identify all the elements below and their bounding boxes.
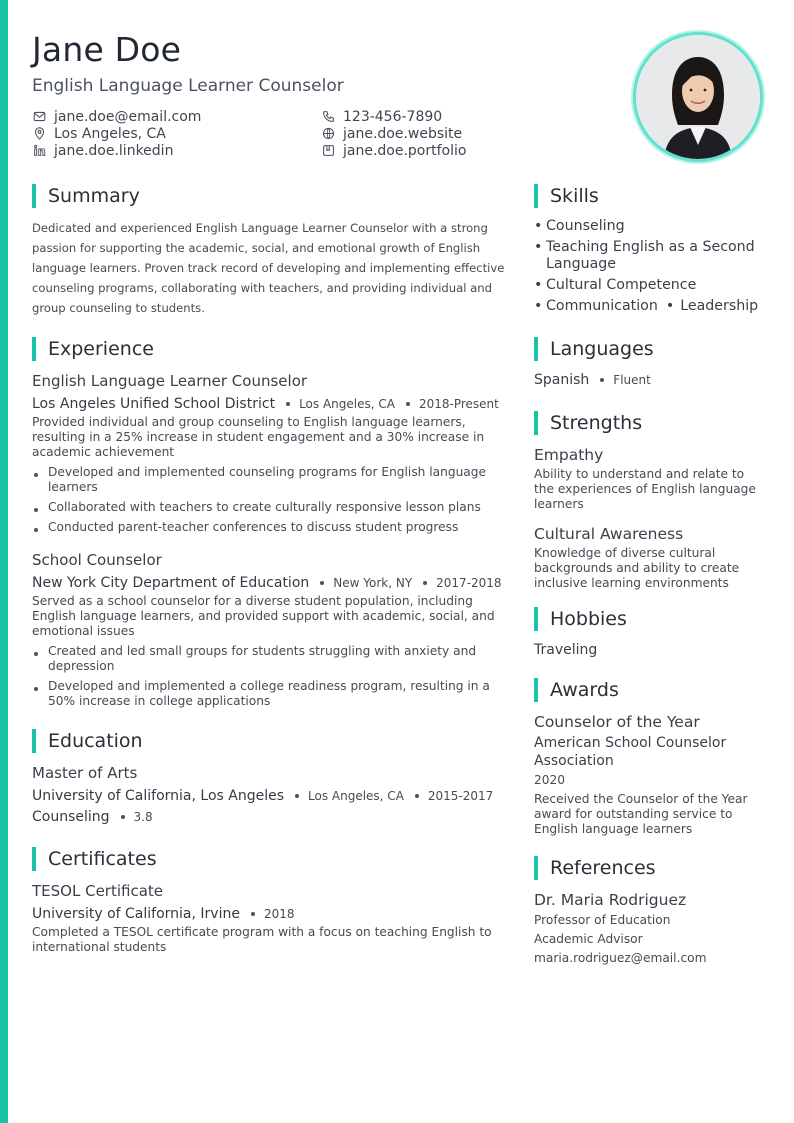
section-accent-bar: [534, 411, 538, 435]
strength-description: Ability to understand and relate to the experiences of English language learners: [534, 467, 756, 511]
separator-dot: [600, 378, 604, 382]
separator-dot: [415, 794, 419, 798]
linkedin-text: jane.doe.linkedin: [54, 142, 174, 159]
job-title: School Counselor: [32, 551, 162, 569]
field-of-study: Counseling: [32, 809, 110, 825]
website-text: jane.doe.website: [343, 125, 463, 142]
envelope-icon: [32, 110, 46, 124]
reference-name: Dr. Maria Rodriguez: [534, 891, 687, 909]
job-entry: [32, 371, 510, 535]
separator-dot: [320, 581, 324, 585]
side-column: [534, 184, 764, 966]
resume-header: [32, 30, 592, 96]
job-title: English Language Learner Counselor: [32, 372, 308, 390]
certificate-name: TESOL Certificate: [32, 882, 164, 900]
location-text: Los Angeles, CA: [54, 125, 166, 142]
section-accent-bar: [32, 337, 36, 361]
skills-heading: Skills: [550, 185, 599, 207]
gpa: 3.8: [133, 810, 153, 824]
languages-heading: Languages: [550, 338, 654, 360]
job-bullet: Conducted parent-teacher conferences to discuss student progress: [32, 520, 510, 535]
awards-heading: Awards: [550, 679, 619, 701]
job-bullet: Developed and implemented a college readiness program, resulting in a 50% increase in college applications: [32, 679, 510, 709]
portfolio-text: jane.doe.portfolio: [343, 142, 467, 159]
job-dates: 2017-2018: [436, 576, 502, 590]
education-section: [32, 729, 510, 827]
strengths-heading: Strengths: [550, 412, 643, 434]
award-description: Received the Counselor of the Year award for outstanding service to English language learners: [534, 792, 748, 836]
job-location: Los Angeles, CA: [299, 397, 395, 411]
profile-photo: [636, 35, 760, 159]
contact-portfolio[interactable]: [321, 142, 466, 159]
candidate-name: Jane Doe: [32, 30, 182, 69]
skill-item: • Teaching English as a Second Language: [534, 239, 755, 272]
summary-heading: Summary: [48, 185, 140, 207]
section-accent-bar: [32, 847, 36, 871]
hobbies-section: [534, 607, 764, 659]
degree: Master of Arts: [32, 764, 138, 782]
certificate-description: Completed a TESOL certificate program with a focus on teaching English to international students: [32, 925, 492, 954]
section-accent-bar: [32, 184, 36, 208]
experience-heading: Experience: [48, 338, 154, 360]
strengths-section: [534, 411, 764, 591]
email-text: jane.doe@email.com: [54, 108, 202, 125]
main-column: [32, 184, 510, 955]
reference-relation: Academic Advisor: [534, 932, 643, 946]
certificate-year: 2018: [263, 907, 295, 921]
hobbies-heading: Hobbies: [550, 608, 627, 630]
reference-role: Professor of Education: [534, 913, 671, 927]
education-heading: Education: [48, 730, 143, 752]
strength-title: Empathy: [534, 446, 604, 464]
section-accent-bar: [534, 678, 538, 702]
section-accent-bar: [534, 856, 538, 880]
experience-section: [32, 337, 510, 709]
linkedin-icon: [32, 144, 46, 158]
certificates-heading: Certificates: [48, 848, 157, 870]
job-org: Los Angeles Unified School District: [32, 396, 276, 412]
references-section: [534, 856, 764, 966]
job-description: Served as a school counselor for a diverse student population, including English language learners, and provided support with academic, social, and emotional issues: [32, 594, 495, 638]
skill-item: • Communication • Leadership: [534, 298, 759, 314]
certificate-issuer: University of California, Irvine: [32, 906, 240, 922]
skill-item: • Counseling: [534, 218, 625, 234]
certificates-section: [32, 847, 510, 955]
references-heading: References: [550, 857, 656, 879]
strength-description: Knowledge of diverse cultural backgrounds and ability to create inclusive learning environments: [534, 546, 740, 590]
education-dates: 2015-2017: [427, 789, 494, 803]
strength-title: Cultural Awareness: [534, 525, 684, 543]
section-accent-bar: [534, 184, 538, 208]
job-dates: 2018-Present: [418, 397, 499, 411]
award-org: American School Counselor Association: [534, 735, 727, 769]
profile-photo-ring: [633, 32, 763, 162]
award-year: 2020: [534, 773, 566, 787]
contact-website[interactable]: [321, 125, 466, 142]
summary-text: Dedicated and experienced English Language Learner Counselor with a strong passion for supporting the academic, social, and emotional growth of English language learners. Proven track record of developing and implementing effective counseling programs, collaborating with teachers, and providing individual and group counseling to students.: [32, 221, 505, 315]
reference-email[interactable]: maria.rodriguez@email.com: [534, 951, 707, 965]
globe-icon: [321, 127, 335, 141]
separator-dot: [286, 402, 290, 406]
section-accent-bar: [32, 729, 36, 753]
skills-section: [534, 184, 764, 315]
job-org: New York City Department of Education: [32, 575, 310, 591]
school: University of California, Los Angeles: [32, 788, 285, 804]
job-bullet: Developed and implemented counseling programs for English language learners: [32, 465, 510, 495]
hobby-item: Traveling: [534, 642, 598, 658]
summary-section: [32, 184, 510, 318]
awards-section: [534, 678, 764, 837]
candidate-headline: English Language Learner Counselor: [32, 76, 344, 96]
job-description: Provided individual and group counseling to English language learners, resulting in a 25% increase in student engagement and a 30% increase in academic achievement: [32, 415, 485, 459]
job-bullet: Created and led small groups for students struggling with anxiety and depression: [32, 644, 510, 674]
job-location: New York, NY: [333, 576, 413, 590]
phone-icon: [321, 110, 335, 124]
contact-linkedin[interactable]: [32, 142, 201, 159]
location-pin-icon: [32, 127, 46, 141]
accent-bar: [0, 0, 8, 1123]
job-entry: [32, 550, 510, 709]
section-accent-bar: [534, 607, 538, 631]
separator-dot: [406, 402, 410, 406]
language-name: Spanish: [534, 372, 590, 388]
separator-dot: [121, 815, 125, 819]
skill-item: • Cultural Competence: [534, 277, 697, 293]
phone-text: 123-456-7890: [343, 108, 443, 125]
job-bullet: Collaborated with teachers to create culturally responsive lesson plans: [32, 500, 510, 515]
section-accent-bar: [534, 337, 538, 361]
language-level: Fluent: [613, 373, 651, 387]
school-location: Los Angeles, CA: [308, 789, 404, 803]
languages-section: [534, 337, 764, 389]
separator-dot: [251, 912, 255, 916]
contact-email[interactable]: [32, 108, 201, 125]
contact-phone[interactable]: [321, 108, 466, 125]
separator-dot: [295, 794, 299, 798]
award-title: Counselor of the Year: [534, 713, 700, 731]
separator-dot: [423, 581, 427, 585]
contact-location: [32, 125, 201, 142]
portfolio-icon: [321, 144, 335, 158]
